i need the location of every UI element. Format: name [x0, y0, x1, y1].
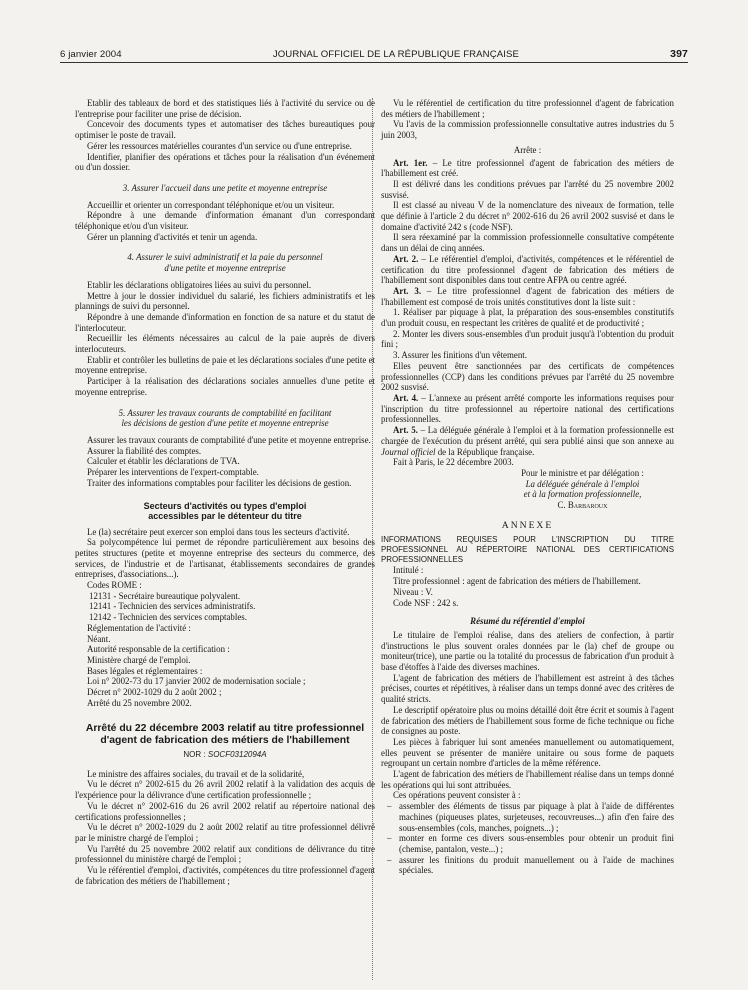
paragraph: Participer à la réalisation des déclarations sociales annuelles d'une petite et moyenne entreprise.	[75, 376, 375, 397]
resume-heading: Résumé du référentiel d'emploi	[470, 616, 585, 627]
rome-code: 12131 - Secrétaire bureautique polyvalent.	[89, 590, 241, 601]
left-column	[75, 98, 375, 886]
paragraph: Calculer et établir les déclarations de TVA.	[87, 456, 240, 467]
article-label: Art. 4.	[393, 392, 419, 403]
nor-reference	[75, 750, 375, 761]
article-label: Art. 2.	[393, 253, 419, 264]
rome-code: 12141 - Technicien des services administratifs.	[89, 601, 256, 612]
paragraph: Répondre à une demande d'information émanant d'un correspondant téléphonique et/ou d'un visiteur.	[75, 210, 375, 232]
paragraph: Vu le référentiel de certification du titre professionnel d'agent de fabrication des métiers de l'habillement ;	[381, 98, 674, 119]
paragraph: Titre professionnel : agent de fabrication des métiers de l'habillement.	[393, 576, 641, 587]
section-heading-5	[75, 408, 375, 429]
page-header	[60, 48, 688, 60]
paragraph: Néant.	[87, 633, 111, 644]
codes-rome-label: Codes ROME :	[87, 580, 142, 591]
header-date: 6 janvier 2004	[60, 49, 122, 60]
article-text: – Le référentiel d'emploi, d'activités, compétences et le référentiel de certification du titre professionnel d'agent de fabrication des métiers de l'habillement sont disponibles dans tout centre AFPA ou centre agréé.	[381, 253, 674, 286]
article-label: Art. 3.	[393, 285, 422, 296]
autorite-label: Autorité responsable de la certification :	[87, 644, 230, 655]
paragraph: Le (la) secrétaire peut exercer son emploi dans tous les secteurs d'activité.	[87, 526, 350, 537]
header-journal-title: JOURNAL OFFICIEL DE LA RÉPUBLIQUE FRANÇAISE	[272, 49, 519, 60]
paragraph: Vu l'avis de la commission professionnelle consultative autres industries du 5 juin 2003,	[381, 119, 674, 141]
article-label: Art. 5.	[393, 425, 418, 436]
list-item: – assurer les finitions du produit manuellement ou à l'aide de machines spéciales.	[393, 855, 674, 876]
rome-code: 12142 - Technicien des services comptables.	[89, 612, 247, 623]
right-column	[381, 98, 674, 876]
paragraph: Traiter des informations comptables pour faciliter les décisions de gestion.	[87, 477, 352, 488]
paragraph: Vu le référentiel d'emploi, d'activités, compétences du titre professionnel d'agent de fabrication des métiers de l'habillement ;	[75, 865, 375, 886]
page-number: 397	[670, 48, 688, 60]
section-heading-line: 5. Assurer les travaux courants de comptabilité en facilitant	[118, 407, 332, 418]
paragraph: Ces opérations peuvent consister à :	[393, 790, 521, 801]
nor-label: NOR :	[183, 750, 206, 760]
signature-line: Pour le ministre et par délégation :	[521, 467, 644, 478]
paragraph: Vu l'arrêté du 25 novembre 2002 relatif aux conditions de délivrance du titre professionnel du ministère chargé de l'emploi ;	[75, 843, 375, 865]
paragraph: Préparer les interventions de l'expert-comptable.	[87, 467, 259, 478]
paragraph: Le descriptif opératoire plus ou moins détaillé doit être écrit et soumis à l'agent de fabrication des métiers de l'habillement sous forme de fiche technique ou fiche de consignes au poste.	[381, 704, 674, 737]
article-3	[381, 286, 674, 307]
paragraph: Elles peuvent être sanctionnées par des certificats de compétences professionnelles (CCP) dans les conditions prévues par l'arrêté du 25 novembre 2002 susvisé.	[381, 360, 674, 393]
paragraph: Répondre à une demande d'information en fonction de sa nature et du statut de l'interlocuteur.	[75, 311, 375, 333]
reglementation-label: Réglementation de l'activité :	[87, 622, 191, 633]
decree-title: Arrêté du 22 décembre 2003 relatif au titre professionnel d'agent de fabrication des métiers de l'habillement	[85, 723, 365, 747]
article-4	[381, 393, 674, 425]
article-text: – Le titre professionnel d'agent de fabrication des métiers de l'habillement est composé de trois unités constitutives dont la liste suit :	[381, 285, 674, 307]
article-text: de la République française.	[435, 446, 535, 457]
nor-code: SOCF0312094A	[207, 750, 267, 760]
signature-block	[491, 468, 674, 511]
paragraph: Il est délivré dans les conditions prévues par l'arrêté du 25 novembre 2002 susvisé.	[381, 178, 674, 200]
paragraph: Concevoir des documents types et automatiser des tâches bureautiques pour optimiser le poste de travail.	[75, 119, 375, 141]
paragraph: 2. Monter les divers sous-ensembles d'un produit jusqu'à l'obtention du produit fini ;	[381, 328, 674, 350]
paragraph: Il est classé au niveau V de la nomenclature des niveaux de formation, telle que définie à l'article 2 du décret n° 2002-616 du 26 avril 2002 susvisé et dans le domaine d'activité 242 s (code NSF).	[381, 200, 674, 232]
paragraph: Etablir et contrôler les bulletins de paie et les déclarations sociales d'une petite et moyenne entreprise.	[75, 354, 375, 376]
signature-line: et à la formation professionnelle,	[523, 489, 642, 500]
section-heading-4	[75, 252, 375, 273]
article-text: – L'annexe au présent arrêté comporte les informations requises pour l'inscription du titre professionnel au répertoire national des certifications professionnelles.	[381, 392, 674, 425]
paragraph: Etablir les déclarations obligatoires liées au suivi du personnel.	[87, 279, 312, 290]
paragraph: Assurer la fiabilité des comptes.	[87, 445, 202, 456]
section-heading-line: d'une petite et moyenne entreprise	[164, 263, 286, 274]
paragraph: 1. Réaliser par piquage à plat, la préparation des sous-ensembles constitutifs d'un produit cousu, en respectant les critères de qualité et de productivité ;	[381, 307, 674, 329]
paragraph: Il sera réexaminé par la commission professionnelle consultative compétente dans un délai de cinq années.	[381, 232, 674, 254]
article-label: Art. 1er.	[393, 157, 428, 168]
paragraph: Ministère chargé de l'emploi.	[87, 654, 191, 665]
sectors-heading	[75, 501, 375, 522]
paragraph: Mettre à jour le dossier individuel du salarié, les fichiers administratifs et les plannings de suivi du personnel.	[75, 290, 375, 312]
paragraph: Les pièces à fabriquer lui sont amenées manuellement ou automatiquement, elles peuvent se présenter de manière unitaire ou sous forme de paquets regroupant un certain nombre d'articles de la même référence.	[381, 736, 674, 769]
legal-reference: Loi n° 2002-73 du 17 janvier 2002 de modernisation sociale ;	[87, 676, 306, 687]
annexe-heading: ANNEXE	[501, 519, 554, 531]
bases-label: Bases légales et réglementaires :	[87, 665, 203, 676]
annexe-subheading: INFORMATIONS REQUISES POUR L'INSCRIPTION DU TITRE PROFESSIONNEL AU RÉPERTOIRE NATIONAL DES CERTIFICATIONS PROFESSIONNELLES	[381, 535, 674, 565]
paragraph: Etablir des tableaux de bord et des statistiques liés à l'activité du service ou de l'entreprise pour faciliter une prise de décision.	[75, 98, 375, 119]
paragraph: Vu le décret n° 2002-615 du 26 avril 2002 relatif à la validation des acquis de l'expérience pour la délivrance d'une certification professionnelle ;	[75, 779, 375, 801]
signing-date: Fait à Paris, le 22 décembre 2003.	[393, 457, 514, 468]
paragraph: Niveau : V.	[393, 586, 433, 597]
sectors-heading-line: accessibles par le détenteur du titre	[148, 511, 302, 521]
article-text: – Le titre professionnel d'agent de fabrication des métiers de l'habillement est créé.	[381, 157, 674, 179]
signature-line: La déléguée générale à l'emploi	[525, 478, 640, 489]
journal-officiel-italic: Journal officiel	[381, 446, 436, 457]
article-text: – La déléguée générale à l'emploi et à la formation professionnelle est chargée de l'exécution du présent arrêté, qui sera publié ainsi que son annexe au	[381, 425, 674, 446]
paragraph: Recueillir les éléments nécessaires au calcul de la paie auprès de divers interlocuteurs.	[75, 333, 375, 355]
paragraph: Le ministre des affaires sociales, du travail et de la solidarité,	[87, 768, 305, 779]
legal-reference: Décret n° 2002-1029 du 2 août 2002 ;	[87, 687, 222, 698]
article-5	[381, 425, 674, 457]
paragraph: Vu le décret n° 2002-1029 du 2 août 2002 relatif au titre professionnel délivré par le ministre chargé de l'emploi ;	[75, 822, 375, 843]
paragraph: Sa polycompétence lui permet de répondre particulièrement aux besoins des petites structures (petite et moyenne entreprise des secteurs du commerce, des services, de l'industrie et de l'artisanat, établissements secondaires de grandes entreprises, d'associations...).	[75, 537, 375, 580]
paragraph: Accueillir et orienter un correspondant téléphonique et/ou un visiteur.	[87, 199, 335, 210]
paragraph: Vu le décret n° 2002-616 du 26 avril 2002 relatif au répertoire national des certifications professionnelles ;	[75, 800, 375, 822]
operations-list	[381, 801, 674, 876]
sectors-heading-line: Secteurs d'activités ou types d'emploi	[143, 500, 307, 511]
paragraph: Identifier, planifier des opérations et tâches pour la réalisation d'un événement ou d'un dossier.	[75, 151, 375, 173]
article-1	[381, 158, 674, 179]
legal-reference: Arrêté du 25 novembre 2002.	[87, 697, 192, 708]
article-2	[381, 254, 674, 286]
section-heading-line: 4. Assurer le suivi administratif et la paie du personnel	[127, 252, 323, 263]
arrete-label: Arrête :	[513, 144, 542, 155]
paragraph: L'agent de fabrication des métiers de l'habillement réalise dans un temps donné les opérations qui lui sont attribuées.	[381, 769, 674, 790]
section-heading-line: les décisions de gestion d'une petite et moyenne entreprise	[121, 418, 329, 429]
header-rule	[60, 62, 688, 63]
section-heading-3: 3. Assurer l'accueil dans une petite et moyenne entreprise	[122, 182, 328, 193]
intitule-label: Intitulé :	[393, 565, 424, 576]
paragraph: L'agent de fabrication des métiers de l'habillement est astreint à des tâches précises, courtes et répétitives, à réaliser dans un temps donné avec des critères de qualité stricts.	[381, 672, 674, 705]
paragraph: 3. Assurer les finitions d'un vêtement.	[393, 350, 527, 361]
paragraph: Assurer les travaux courants de comptabilité d'une petite et moyenne entreprise.	[87, 434, 371, 445]
list-item: – assembler des éléments de tissus par piquage à plat à l'aide de différentes machines (piqueuses plates, surjeteuses, recouvreuses...) afin d'en faire des sous-ensembles (cols, manches, poignets...) ;	[393, 801, 674, 833]
paragraph: Gérer les ressources matérielles courantes d'un service ou d'une entreprise.	[87, 140, 352, 151]
paragraph: Le titulaire de l'emploi réalise, dans des ateliers de confection, à partir d'instructions le plus souvent orales données par le (la) chef de groupe ou moniteur(trice), une partie ou la totalité du processus de fabrication d'un produit à base d'étoffes à l'aide des diverses machines.	[381, 629, 674, 673]
paragraph: Gérer un planning d'activités et tenir un agenda.	[87, 231, 258, 242]
list-item: – monter en forme ces divers sous-ensembles pour obtenir un produit fini (chemise, pantalon, veste...) ;	[393, 833, 674, 854]
signatory-name: C. Barbaroux	[557, 500, 608, 511]
paragraph: Code NSF : 242 s.	[393, 597, 459, 608]
